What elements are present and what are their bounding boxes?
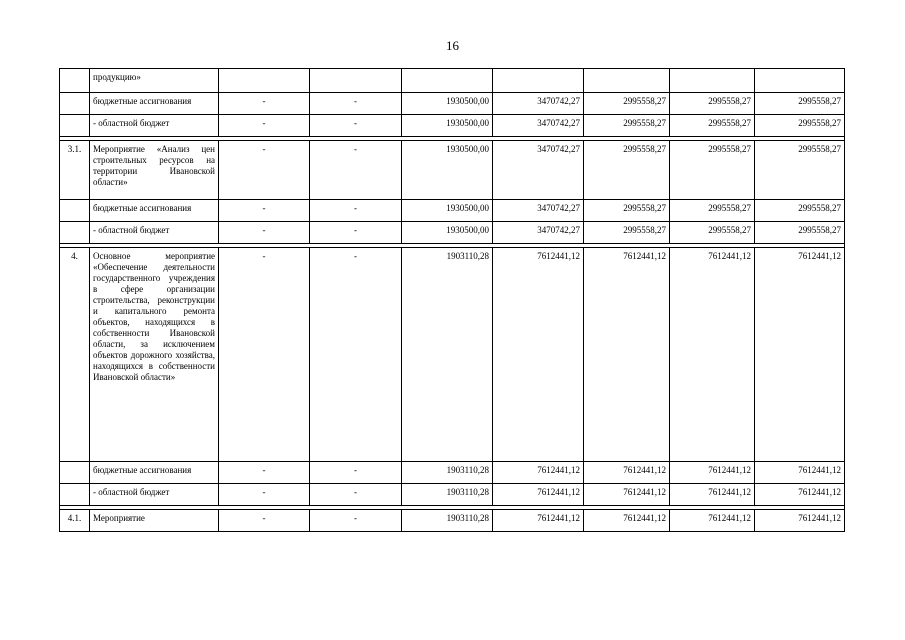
value-cell-7: 2995558,27 bbox=[755, 222, 845, 244]
value-cell-3: 1930500,00 bbox=[402, 115, 493, 137]
value-cell-4: 3470742,27 bbox=[493, 93, 584, 115]
value-cell-2: - bbox=[310, 200, 402, 222]
row-name-cell: - областной бюджет bbox=[90, 115, 219, 137]
value-cell-5: 7612441,12 bbox=[584, 484, 670, 506]
budget-table bbox=[59, 68, 845, 532]
value-cell-7: 7612441,12 bbox=[755, 484, 845, 506]
row-number-cell: 3.1. bbox=[60, 141, 90, 200]
value-cell-5: 2995558,27 bbox=[584, 93, 670, 115]
value-cell-6: 7612441,12 bbox=[670, 510, 755, 532]
value-cell-2: - bbox=[310, 141, 402, 200]
value-cell-5: 2995558,27 bbox=[584, 200, 670, 222]
value-cell-3: 1903110,28 bbox=[402, 462, 493, 484]
value-cell-2: - bbox=[310, 462, 402, 484]
value-cell-6: 7612441,12 bbox=[670, 484, 755, 506]
table-row bbox=[60, 462, 845, 484]
row-name-cell: бюджетные ассигнования bbox=[90, 462, 219, 484]
table-row bbox=[60, 69, 845, 93]
table-row bbox=[60, 200, 845, 222]
value-cell-5 bbox=[584, 69, 670, 93]
row-number-cell bbox=[60, 69, 90, 93]
table-row bbox=[60, 222, 845, 244]
value-cell-3: 1903110,28 bbox=[402, 248, 493, 462]
value-cell-3 bbox=[402, 69, 493, 93]
value-cell-5: 7612441,12 bbox=[584, 248, 670, 462]
row-name-cell: бюджетные ассигнования bbox=[90, 200, 219, 222]
value-cell-6: 2995558,27 bbox=[670, 222, 755, 244]
value-cell-7: 2995558,27 bbox=[755, 141, 845, 200]
value-cell-2: - bbox=[310, 510, 402, 532]
value-cell-4: 7612441,12 bbox=[493, 462, 584, 484]
value-cell-4: 7612441,12 bbox=[493, 510, 584, 532]
value-cell-6: 7612441,12 bbox=[670, 462, 755, 484]
value-cell-4: 3470742,27 bbox=[493, 222, 584, 244]
value-cell-3: 1903110,28 bbox=[402, 510, 493, 532]
value-cell-5: 7612441,12 bbox=[584, 462, 670, 484]
row-name-cell: Мероприятие bbox=[90, 510, 219, 532]
value-cell-6: 2995558,27 bbox=[670, 93, 755, 115]
value-cell-1: - bbox=[219, 222, 310, 244]
value-cell-2: - bbox=[310, 115, 402, 137]
value-cell-4: 3470742,27 bbox=[493, 115, 584, 137]
table-row bbox=[60, 484, 845, 506]
value-cell-3: 1930500,00 bbox=[402, 141, 493, 200]
value-cell-4: 7612441,12 bbox=[493, 484, 584, 506]
row-number-cell: 4. bbox=[60, 248, 90, 462]
value-cell-1: - bbox=[219, 510, 310, 532]
row-name-cell: Мероприятие «Анализ цен строительных ресурсов на территории Ивановской области» bbox=[90, 141, 219, 200]
value-cell-2: - bbox=[310, 248, 402, 462]
row-name-cell: бюджетные ассигнования bbox=[90, 93, 219, 115]
value-cell-5: 2995558,27 bbox=[584, 141, 670, 200]
row-number-cell bbox=[60, 222, 90, 244]
row-number-cell: 4.1. bbox=[60, 510, 90, 532]
value-cell-3: 1930500,00 bbox=[402, 200, 493, 222]
value-cell-1: - bbox=[219, 200, 310, 222]
table-row bbox=[60, 93, 845, 115]
value-cell-5: 7612441,12 bbox=[584, 510, 670, 532]
value-cell-2: - bbox=[310, 93, 402, 115]
value-cell-3: 1930500,00 bbox=[402, 222, 493, 244]
value-cell-1: - bbox=[219, 93, 310, 115]
page-number: 16 bbox=[446, 38, 459, 53]
row-number-cell bbox=[60, 462, 90, 484]
table-row bbox=[60, 115, 845, 137]
value-cell-3: 1903110,28 bbox=[402, 484, 493, 506]
value-cell-4: 7612441,12 bbox=[493, 248, 584, 462]
value-cell-7: 7612441,12 bbox=[755, 248, 845, 462]
value-cell-2: - bbox=[310, 484, 402, 506]
row-name-cell: Основное мероприятие «Обеспечение деятельности государственного учреждения в сфере организации строительства, реконструкции и капитального ремонта объектов, находящихся в собственности Ивановской области, за исключением объектов дорожного хозяйства, находящихся в собственности Ивановской области» bbox=[90, 248, 219, 462]
row-name-cell: продукцию» bbox=[90, 69, 219, 93]
value-cell-4: 3470742,27 bbox=[493, 141, 584, 200]
row-number-cell bbox=[60, 115, 90, 137]
value-cell-5: 2995558,27 bbox=[584, 222, 670, 244]
table-row bbox=[60, 141, 845, 200]
table-row bbox=[60, 248, 845, 462]
value-cell-1: - bbox=[219, 115, 310, 137]
value-cell-1 bbox=[219, 69, 310, 93]
row-name-cell: - областной бюджет bbox=[90, 222, 219, 244]
value-cell-7: 2995558,27 bbox=[755, 115, 845, 137]
value-cell-7: 7612441,12 bbox=[755, 510, 845, 532]
value-cell-1: - bbox=[219, 462, 310, 484]
value-cell-7: 2995558,27 bbox=[755, 93, 845, 115]
value-cell-4: 3470742,27 bbox=[493, 200, 584, 222]
row-number-cell bbox=[60, 200, 90, 222]
value-cell-7: 7612441,12 bbox=[755, 462, 845, 484]
value-cell-6: 7612441,12 bbox=[670, 248, 755, 462]
value-cell-4 bbox=[493, 69, 584, 93]
value-cell-6: 2995558,27 bbox=[670, 141, 755, 200]
row-number-cell bbox=[60, 484, 90, 506]
value-cell-6: 2995558,27 bbox=[670, 200, 755, 222]
value-cell-6: 2995558,27 bbox=[670, 115, 755, 137]
row-number-cell bbox=[60, 93, 90, 115]
value-cell-7 bbox=[755, 69, 845, 93]
value-cell-1: - bbox=[219, 141, 310, 200]
value-cell-2: - bbox=[310, 222, 402, 244]
table-row bbox=[60, 510, 845, 532]
value-cell-5: 2995558,27 bbox=[584, 115, 670, 137]
value-cell-1: - bbox=[219, 484, 310, 506]
value-cell-7: 2995558,27 bbox=[755, 200, 845, 222]
row-name-cell: - областной бюджет bbox=[90, 484, 219, 506]
table-body bbox=[60, 69, 845, 532]
value-cell-1: - bbox=[219, 248, 310, 462]
value-cell-2 bbox=[310, 69, 402, 93]
value-cell-6 bbox=[670, 69, 755, 93]
value-cell-3: 1930500,00 bbox=[402, 93, 493, 115]
